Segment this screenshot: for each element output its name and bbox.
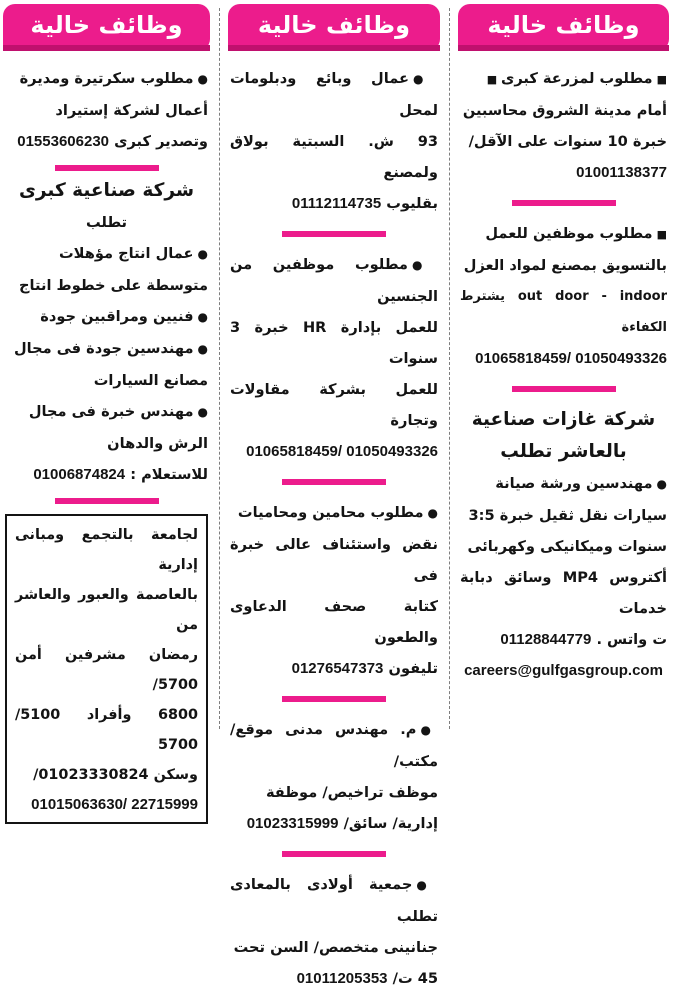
phone-numbers: 01050493326 /01065818459	[475, 350, 667, 367]
gardener-ad: ●جمعية أولادى بالمعادى تطلب جنانينى متخصص/ السن تحت 45 ت/ 01011205353	[230, 876, 438, 987]
column-divider	[449, 8, 450, 729]
industrial-gases-ad: شركة غازات صناعية بالعاشر تطلب ●مهندسين ورشة صيانة سيارات نقل ثقيل خبرة 3:5 سنوات وميكانيكى وكهربائى أكتروس MP4 وسائق دبابة خدمات ت واتس . 01128844779 careers@gulfgasgroup.com	[460, 404, 667, 686]
ad-heading: شركة صناعية كبرى	[18, 180, 195, 201]
phone-number: 01276547373	[291, 660, 384, 677]
banner-title: وظائف خالية	[257, 11, 411, 39]
hr-employees-ad: ●مطلوب موظفين من الجنسين للعمل بإدارة HR خبرة 3 سنوات للعمل بشركة مقاولات وتجارة 01050493326 /01065818459	[230, 249, 438, 467]
phone-number: 01553606230	[17, 133, 109, 150]
security-supervisors-ad: لجامعة بالتجمع ومبانى إدارية بالعاصمة والعبور والعاشر من رمضان مشرفين أمن 5700/ 6800 وأفراد 5100/ 5700 وسكن 01023330824/ 22715999 /01015063630	[5, 514, 208, 824]
ad-separator	[282, 479, 386, 485]
industrial-company-ad: شركة صناعية كبرى تطلب ●عمال انتاج مؤهلات متوسطة على خطوط انتاج ●فنيين ومراقبين جودة ●مهندسين جودة فى مجال مصانع السيارات ●مهندس خبرة فى مجال الرش والدهان للاستعلام : 01006874824	[5, 175, 208, 490]
ad-separator	[55, 165, 159, 171]
middle-column	[228, 4, 440, 987]
phone-number: 01023315999	[246, 815, 339, 832]
lawyers-ad: ●مطلوب محامين ومحاميات نقض واستئناف عالى خبرة فى كتابة صحف الدعاوى والطعون تليفون 01276547373	[230, 504, 438, 677]
phone-number: 01001138377	[576, 164, 667, 181]
right-column	[458, 4, 669, 731]
ad-separator	[282, 851, 386, 857]
vacancies-banner	[458, 4, 669, 51]
farm-accountants-ad: ■مطلوب لمزرعة كبرى ■ أمام مدينة الشروق محاسبين خبرة 10 سنوات على الآقل/ 01001138377	[460, 63, 667, 188]
bullet-icon: ●	[416, 878, 438, 892]
phone-number: 01011205353	[296, 970, 388, 987]
vacancies-banner	[3, 4, 210, 51]
bullet-icon: ●	[412, 72, 438, 86]
ad-separator	[512, 200, 616, 206]
bullet-icon: ●	[420, 723, 438, 737]
workers-shop-ad: ●عمال وبائع ودبلومات لمحل 93 ش. السبتية بولاق ولمصنع بقليوب 01112114735	[230, 70, 438, 212]
phone-numbers: 01050493326 /01065818459	[246, 443, 438, 460]
insulation-marketing-ad: ■مطلوب موظفين للعمل بالتسويق بمصنع لمواد العزل out door - indoor يشترط الكفاءة 01050493326 /01065818459	[460, 218, 667, 374]
bullet-icon: ●	[656, 477, 667, 491]
bullet-icon: ●	[197, 405, 208, 419]
phone-number: 01006874824	[33, 466, 126, 483]
banner-title: وظائف خالية	[30, 11, 183, 39]
ad-heading: بالعاشر تطلب	[500, 441, 627, 462]
square-bullet-icon: ■	[656, 228, 667, 241]
secretary-ad: ●مطلوب سكرتيرة ومديرة أعمال لشركة إستيراد وتصدير كبرى 01553606230	[17, 70, 208, 150]
phone-number: 01112114735	[291, 195, 382, 212]
ad-separator	[512, 386, 616, 392]
banner-title: وظائف خالية	[487, 11, 640, 39]
phone-number: 01128844779	[500, 631, 592, 648]
bullet-icon: ●	[197, 310, 208, 324]
bullet-icon: ●	[197, 342, 208, 356]
ad-heading: شركة غازات صناعية	[471, 409, 656, 430]
bullet-icon: ●	[411, 258, 438, 272]
ad-separator	[282, 231, 386, 237]
email-address: careers@gulfgasgroup.com	[464, 662, 663, 679]
column-divider	[219, 8, 220, 729]
ad-separator	[55, 498, 159, 504]
bullet-icon: ●	[197, 72, 208, 86]
bullet-icon: ●	[197, 247, 208, 261]
left-column	[3, 4, 210, 813]
square-bullet-icon: ■	[656, 73, 667, 86]
bullet-icon: ●	[427, 506, 438, 520]
ad-separator	[282, 696, 386, 702]
vacancies-banner	[228, 4, 440, 51]
civil-engineer-ad: ●م. مهندس مدنى موقع/ مكتب/ موظف تراخيص/ موظفة إدارية/ سائق/ 01023315999	[230, 721, 438, 832]
square-bullet-icon: ■	[486, 73, 501, 86]
